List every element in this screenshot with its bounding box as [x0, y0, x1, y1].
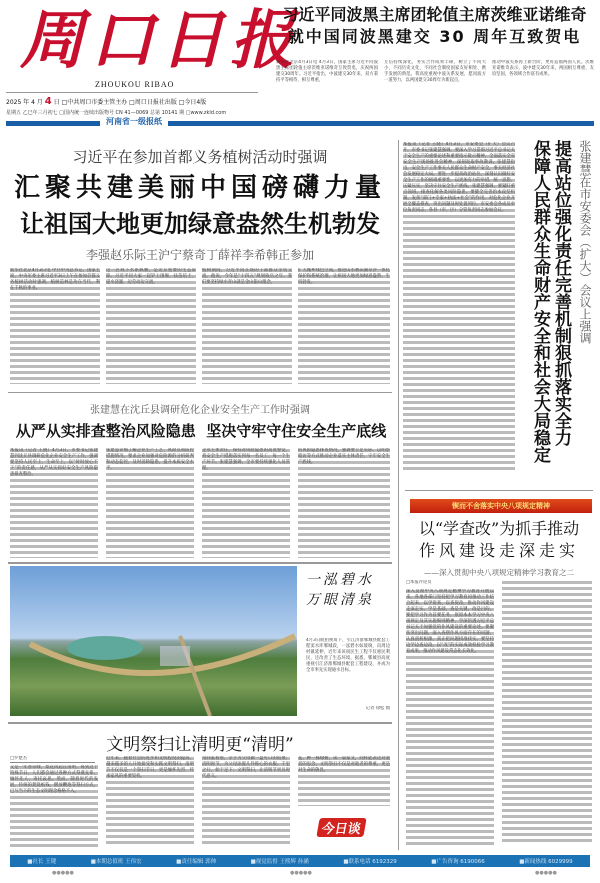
weekday: 星期五 — [6, 110, 22, 116]
date-suffix: 日 — [53, 99, 60, 106]
campaign-subhead: ——深入贯彻中央八项规定精神学习教育之二 — [424, 568, 574, 577]
photo-caption: 4月3日航拍视角下，引江济淮郸城县配套工程窦水库郸城段，一泓碧水如玻璃，向周边村镇延伸，近年来该项民生工程不仅惠民利民，还改善了生态环境。据悉，郸城县高度重视引江济淮郸城县配套工程建设，并成为全市率先实现通水目标。 — [306, 638, 390, 673]
rank-label: 河南省一级报纸 — [100, 117, 168, 127]
publisher: □中共周口市委主管主办 — [61, 99, 128, 106]
second-col1: 本报讯（记者 王晓）4月3日，市委书记张建慧到沈丘县调研危化企业安全生产工作，强调要坚持人民至上、生命至上，以“时时放心不下”的责任感，从严从实抓好安全生产风险隐患排查整治。 — [10, 448, 98, 558]
top-story-col3: 推动中波关系再上新台阶，更好造福两国人民。茨维亚诺维奇表示，波中建交30年来，两国相互尊重、友谊坚固，各领域合作富有成果。 — [492, 60, 594, 77]
footer-editor: ■责任编辑 郭帅 — [176, 859, 217, 865]
date-day: 4 — [44, 96, 52, 107]
second-col2: 张建慧详细了解企业生产工艺、风险点和防控措施情况，要求企业加强对危险源的分析研判和动态监控，及时消除隐患，提升本质安全水平。 — [106, 448, 194, 558]
footer-hotline: ■新闻热线 6029999 — [519, 859, 573, 865]
footer-phone: ■联系电话 6192329 — [343, 859, 397, 865]
lead-col3: 植树期间，习近平同在场的干部群众亲切交流。他说，今年是“十四五”规划收官之年，我们要坚持绿水青山就是金山银山理念。 — [202, 268, 292, 384]
campaign-col2 — [502, 580, 592, 845]
website[interactable]: □www.zkld.com — [185, 110, 227, 116]
right-kicker: 张建慧在市安委会（扩大）会议上强调 — [578, 140, 592, 344]
lead-headline-line1: 汇聚共建美丽中国磅礴力量 — [13, 173, 386, 203]
lead-headline — [8, 170, 392, 242]
lead-kicker: 习近平在参加首都义务植树活动时强调 — [72, 148, 328, 166]
campaign-headline-line2: 作风建设走深走实 — [418, 541, 579, 560]
divider — [8, 722, 392, 724]
top-story-col1: 新华社北京4月3日电 4月3日，国家主席习近平同波黑主席团轮值主席茨维亚诺维奇互致贺电，庆祝两国建交30周年。习近平指出，中波建交30年来，双方秉持平等相待、相互尊重， — [276, 60, 378, 83]
color-registration-marks: ●●●●● — [290, 870, 312, 876]
divider — [8, 392, 392, 393]
page-count: □今日4版 — [178, 99, 207, 106]
campaign-headline — [405, 518, 593, 562]
footer-bar — [10, 855, 590, 867]
aerial-photo — [10, 566, 297, 716]
second-headline: 从严从实排查整治风险隐患 坚决守牢守住安全生产底线 — [15, 422, 387, 440]
commentary-byline: □罗楚杰 — [10, 756, 95, 763]
campaign-banner: 锲而不舍落实中央八项规定精神 — [410, 499, 592, 513]
lead-col1: 新华社北京4月3日电 中共中央总书记、国家主席、中央军委主席习近平3日上午在参加首都义务植树活动时强调，植树造林是功在当代、利在千秋的事业。 — [10, 268, 100, 384]
info-line — [6, 110, 226, 116]
commentary-col2: 近年来，随着社会的进步和文明程度的提高，越来越多的人开始接受和实践文明祭扫。清明节不仅仅是一个祭扫节日，更是缅怀先烈、传承家风的重要契机。 — [106, 756, 194, 847]
top-headline-line2: 就中国同波黑建交 30 周年互致贺电 — [287, 27, 582, 46]
color-registration-marks: ●●●●● — [535, 870, 557, 876]
photo-title — [306, 570, 392, 610]
publisher2: □周口日报社出版 — [129, 99, 177, 106]
color-registration-marks: ●●●●● — [52, 870, 74, 876]
masthead-pinyin: ZHOUKOU RIBAO — [95, 80, 175, 89]
second-col3: 企业主体责任，保持对风险隐患的高度警觉，将安全生产措施落实到每一名员工、每一个生产环节。张建慧强调，全市要持续强化人员管理。 — [202, 448, 290, 558]
lead-col4: 扩大城乡绿色空间，推进山水林田湖草沙一体化保护和系统治理，让祖国大地更加绿意盎然、生机勃发。 — [298, 268, 390, 384]
top-story-col2: 互信持续深化，务实合作成果丰硕，树立了不同大小、不同历史文化、不同社会制度国家友好相处、携手发展的典范。我高度重视中波关系发展，愿同波方一道努力，以两国建交30周年为新起点， — [384, 60, 486, 83]
footer-visual: ■视觉监督 王熙辉 孙涵 — [250, 859, 309, 865]
right-story-body: 本报讯（记者 王晓）4月3日，市安委会（扩大）会议召开，市委书记张建慧强调，要深入学习贯彻习近平总书记关于安全生产的重要论述和重要指示批示精神，全面落实全省安全生产现场推进会精神，深刻汲取事故教训。张建慧指出，安全生产工作事关人民群众生命财产安全，事关经济社会发展稳定大局。要进一步提高政治站位，深刻认识做好安全生产工作的极端重要性，以更加有力的举措，统一思想，压紧压实，坚决守住安全生产底线。张建慧强调，要紧盯重点领域，排查化解各类风险隐患。要健全完善治本攻坚机制，发挥“部门+专家+执法+社会”的作用，对危化企业开展全覆盖排查，突出问题及时处置到位。市安委会各成员单位负责同志，各县（市、区）分管负责同志参加会议。 — [403, 142, 515, 472]
footer-president: ■社长 王键 — [27, 859, 57, 865]
today-talk-logo: 今日谈 — [316, 818, 366, 837]
top-headline-line1: 习近平同波黑主席团轮值主席茨维亚诺维奇 — [282, 5, 587, 24]
lunar-date: 乙巳年三月初七 — [22, 110, 58, 116]
date-prefix: 2025 年 4 月 — [6, 99, 43, 106]
lead-col2: 这一区域下水系纵横，是北京重要的生态屏障。习近平同大家一起铲土围堰、扶苗培土、提水浇灌，边劳动边交流。 — [106, 268, 196, 384]
lead-headline-line2: 让祖国大地更加绿意盎然生机勃发 — [20, 210, 380, 238]
road-illustration — [10, 566, 297, 716]
photo-title-line2: 万眼清泉 — [306, 592, 374, 608]
lead-subhead: 李强赵乐际王沪宁蔡奇丁薛祥李希韩正参加 — [85, 248, 314, 262]
footer-ads: ■广告咨询 6190066 — [431, 859, 485, 865]
campaign-byline: □本报评论员 — [406, 580, 432, 585]
campaign-headline-line1: 以“学查改”为抓手推动 — [418, 519, 580, 538]
column-divider — [398, 140, 399, 850]
right-headline-line1: 提高站位强化责任完善机制狠抓落实全力 — [551, 140, 571, 446]
masthead-bar — [6, 121, 594, 126]
photo-title-line1: 一泓碧水 — [306, 572, 374, 588]
divider — [405, 490, 593, 491]
second-col4: 的风险隐患排查情况，强调要立足实际，以明察暗访等方式推动企业落实主体责任，守牢安全生产底线。 — [298, 448, 390, 558]
commentary-headline: 文明祭扫让清明更“清明” — [106, 735, 294, 755]
divider — [8, 562, 392, 564]
commentary-col1: 又是一年春草绿，梨花风起正清明。每到这个特殊节日，人们都会通过各种方式祭奠先辈、缅怀先人、寄托哀思。然而，随着时代的发展，传统的焚烧纸钱、燃放鞭炮等祭扫方式，已与当下的生态文明理念格格不入。 — [10, 765, 98, 847]
footer-duty-editor: ■本期总值班 王伟宏 — [90, 859, 142, 865]
masthead-logo: 周口日报 — [20, 3, 300, 78]
second-kicker: 张建慧在沈丘县调研危化企业安全生产工作时强调 — [90, 405, 310, 416]
photo-credit: 记者 徐松 摄 — [365, 706, 390, 711]
top-headline — [272, 4, 597, 48]
commentary-col4: 花，种一株绿树，读一篇家文，同样能表达对逝者的思念。文明祭扫不仅是对逝者的尊重，更是对生命的敬畏。 — [298, 756, 390, 806]
campaign-col1: 深入贯彻中央八项规定精神学习教育开展以来，各地各部门坚持把学习教育同推动工作结合起来，以学促查、以查促改，推动作风建设走深走实。学是基础，查是关键，改是目的。要把学习作为首要任务，原原本本学习中央八项规定及其实施细则精神，学深悟透习近平总书记关于加强党的作风建设的重要论述。要聚焦突出问题，深入查摆作风方面存在的问题，认真剖析根源，真正把问题找准找实。要坚持边学边查边改，以“改”的实际成效检验学习教育成果，推动作风建设常态化长效化。 — [406, 589, 494, 845]
commentary-col3: 常回家看看，亲手为父母做一盘可口的饭菜；清明时节，为父母添置几件称心的衣服。千里之行，始于足下；文明祭扫，让清明节更具时代意义。 — [202, 756, 290, 847]
dateline — [6, 96, 206, 107]
right-headline-line2: 保障人民群众生命财产安全和社会大局稳定 — [530, 140, 550, 463]
issn: □国内统一连续出版物号 CN 41—0069 总第 10141 期 — [59, 110, 185, 116]
divider — [6, 92, 258, 93]
